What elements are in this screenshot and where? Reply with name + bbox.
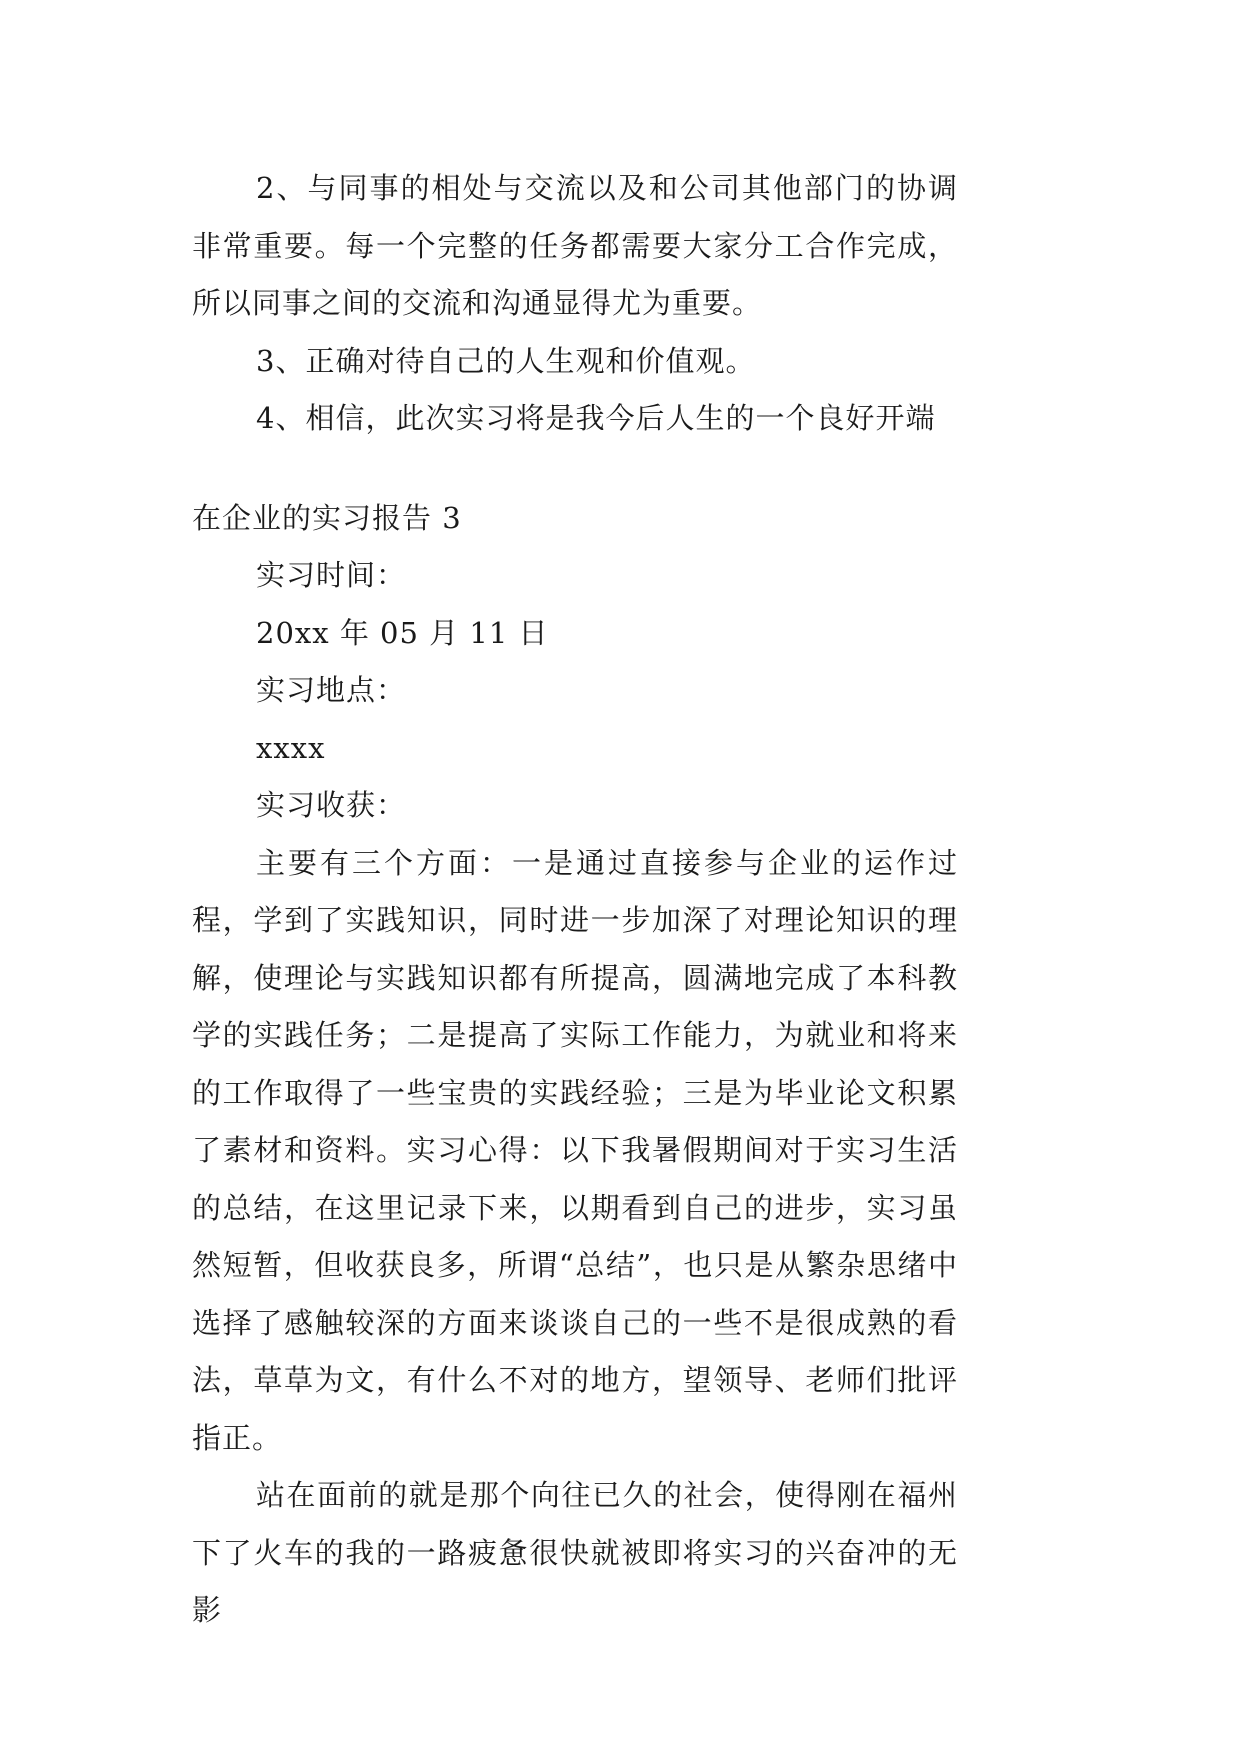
internship-time-value: 20xx 年 05 月 11 日 <box>256 615 549 650</box>
paragraph-item-4: 4、相信，此次实习将是我今后人生的一个良好开端 <box>256 401 936 435</box>
paragraph-item-3: 3、正确对待自己的人生观和价值观。 <box>256 343 756 378</box>
closing-paragraph: 站在面前的就是那个向往已久的社会，使得刚在福州下了火车的我的一路疲惫很快就被即将实习的兴奋冲的无影 <box>192 1478 958 1627</box>
internship-gains-label: 实习收获： <box>256 788 407 822</box>
internship-place-value: xxxx <box>256 730 326 765</box>
internship-time-label: 实习时间： <box>256 558 407 592</box>
internship-gains-paragraph: 主要有三个方面：一是通过直接参与企业的运作过程，学到了实践知识，同时进一步加深了对理论知识的理解，使理论与实践知识都有所提高，圆满地完成了本科教学的实践任务；二是提高了实际工作能力，为就业和将来的工作取得了一些宝贵的实践经验；三是为毕业论文积累了素材和资料。实习心得：以下我暑假期间对于实习生活的总结，在这里记录下来，以期看到自己的进步，实习虽然短暂，但收获良多，所谓“总结”，也只是从繁杂思绪中选择了感触较深的方面来谈谈自己的一些不是很成熟的看法，草草为文，有什么不对的地方，望领导、老师们批评指正。 <box>192 845 958 1455</box>
section-title: 在企业的实习报告 3 <box>192 500 462 535</box>
paragraph-item-2: 2、与同事的相处与交流以及和公司其他部门的协调非常重要。每一个完整的任务都需要大家分工合作完成，所以同事之间的交流和沟通显得尤为重要。 <box>192 171 958 320</box>
document-body <box>192 160 958 1640</box>
internship-place-label: 实习地点： <box>256 673 407 707</box>
